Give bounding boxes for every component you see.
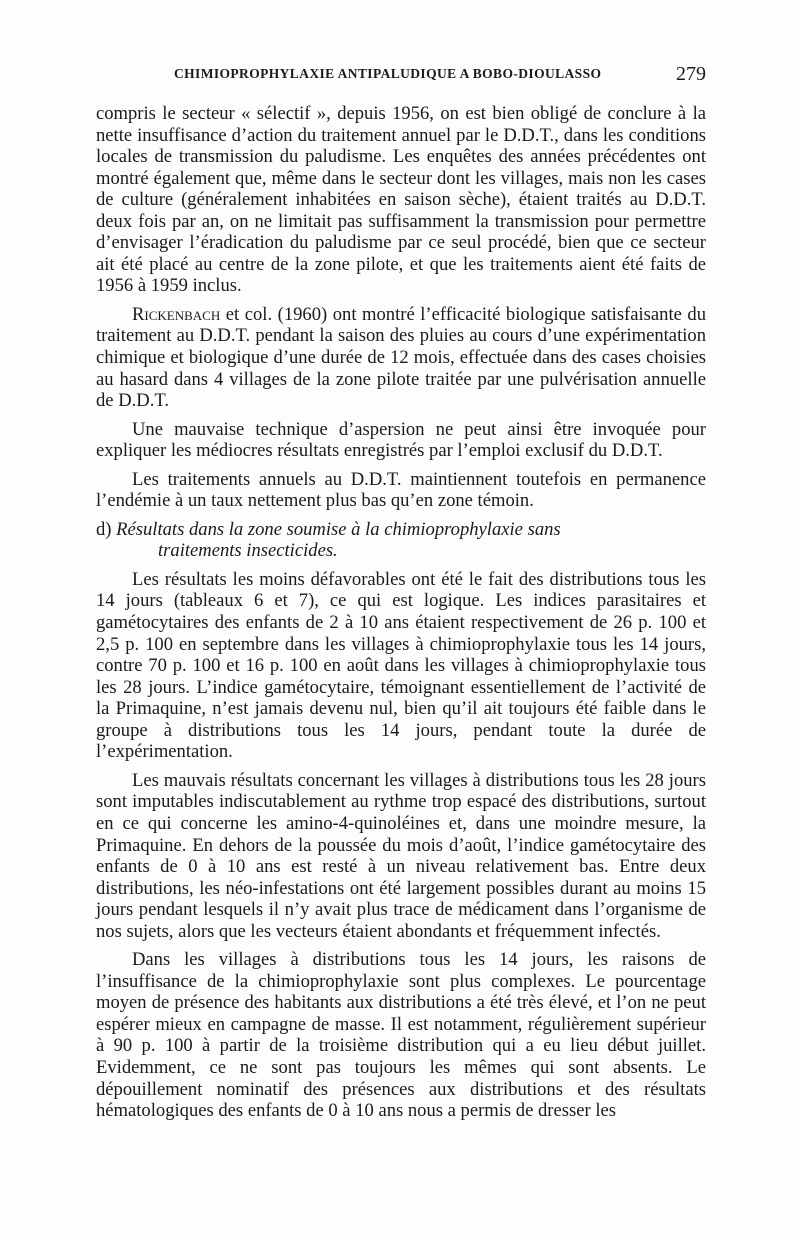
section-heading-d [96, 519, 706, 562]
section-heading-line1: Résultats dans la zone soumise à la chimioprophylaxie sans [116, 518, 561, 540]
section-heading-line2: traitements insecticides. [158, 540, 338, 562]
paragraph-results-28-days: Les mauvais résultats concernant les villages à distributions tous les 28 jours sont imputables indiscutablement au rythme trop espacé des distributions, surtout en ce qui concerne les amino-4-quinoléines et, dans une moindre mesure, la Primaquine. En dehors de la poussée du mois d’août, l’indice gamétocytaire des enfants de 0 à 10 ans est resté à un niveau relativement bas. Entre deux distributions, les néo-infestations ont été largement possibles durant au moins 15 jours pendant lesquels il n’y avait plus trace de médicament dans l’organisme de nos sujets, alors que les vecteurs étaient abondants et fréquemment infectés. [96, 769, 706, 942]
paragraph-rickenbach-text: et col. (1960) ont montré l’efficacité biologique satisfaisante du traitement au D.D.T. pendant la saison des pluies au cours d’une expérimentation chimique et biologique d’une durée de 12 mois, effectuée dans des cases choisies au hasard dans 4 villages de la zone pilote traitée par une pulvérisation annuelle de D.D.T. [96, 303, 706, 412]
paragraph-ddt-annual: Les traitements annuels au D.D.T. maintiennent toutefois en permanence l’endémie à un taux nettement plus bas qu’en zone témoin. [96, 468, 706, 512]
running-title: CHIMIOPROPHYLAXIE ANTIPALUDIQUE A BOBO-DIOULASSO [174, 66, 602, 81]
author-name: Rickenbach [132, 303, 221, 325]
paragraph-continuation: compris le secteur « sélectif », depuis 1956, on est bien obligé de conclure à la nette insuffisance d’action du traitement annuel par le D.D.T., dans les conditions locales de transmission du paludisme. Les enquêtes des années précédentes ont montré également que, même dans le secteur dont les villages, mais non les cases de culture (généralement inhabitées en saison sèche), étaient traités au D.D.T. deux fois par an, on ne limitait pas suffisamment la transmission pour permettre d’envisager l’éradication du paludisme par ce seul procédé, bien que ce secteur ait été placé au centre de la zone pilote, et que les traitements aient été faits de 1956 à 1959 inclus. [96, 103, 706, 297]
paragraph-insufficiency: Dans les villages à distributions tous les 14 jours, les raisons de l’insuffisance de la chimioprophylaxie sont plus complexes. Le pourcentage moyen de présence des habitants aux distributions a été très élevé, et l’on ne peut espérer mieux en campagne de masse. Il est notamment, régulièrement supérieur à 90 p. 100 à partir de la troisième distribution qui a eu lieu début juillet. Evidemment, ce ne sont pas toujours les mêmes qui sont absents. Le dépouillement nominatif des présences aux distributions et des résultats hématologiques des enfants de 0 à 10 ans nous a permis de dresser les [96, 949, 706, 1122]
paragraph-rickenbach [96, 304, 706, 412]
running-head [96, 63, 706, 88]
paragraph-technique: Une mauvaise technique d’aspersion ne peut ainsi être invoquée pour expliquer les médiocres résultats enregistrés par l’emploi exclusif du D.D.T. [96, 418, 706, 462]
page-number: 279 [676, 63, 706, 85]
body-text [96, 103, 706, 1122]
section-heading-label: d) [96, 518, 112, 540]
paragraph-results-14-days: Les résultats les moins défavorables ont été le fait des distributions tous les 14 jours (tableaux 6 et 7), ce qui est logique. Les indices parasitaires et gamétocytaires des enfants de 2 à 10 ans étaient respectivement de 26 p. 100 et 2,5 p. 100 en septembre dans les villages à chimioprophylaxie tous les 14 jours, contre 70 p. 100 et 16 p. 100 en août dans les villages à chimioprophylaxie tous les 28 jours. L’indice gamétocytaire, témoignant essentiellement de l’activité de la Primaquine, n’est jamais devenu nul, bien qu’il ait toujours été faible dans le groupe à distributions tous les 14 jours, pendant toute la durée de l’expérimentation. [96, 568, 706, 763]
